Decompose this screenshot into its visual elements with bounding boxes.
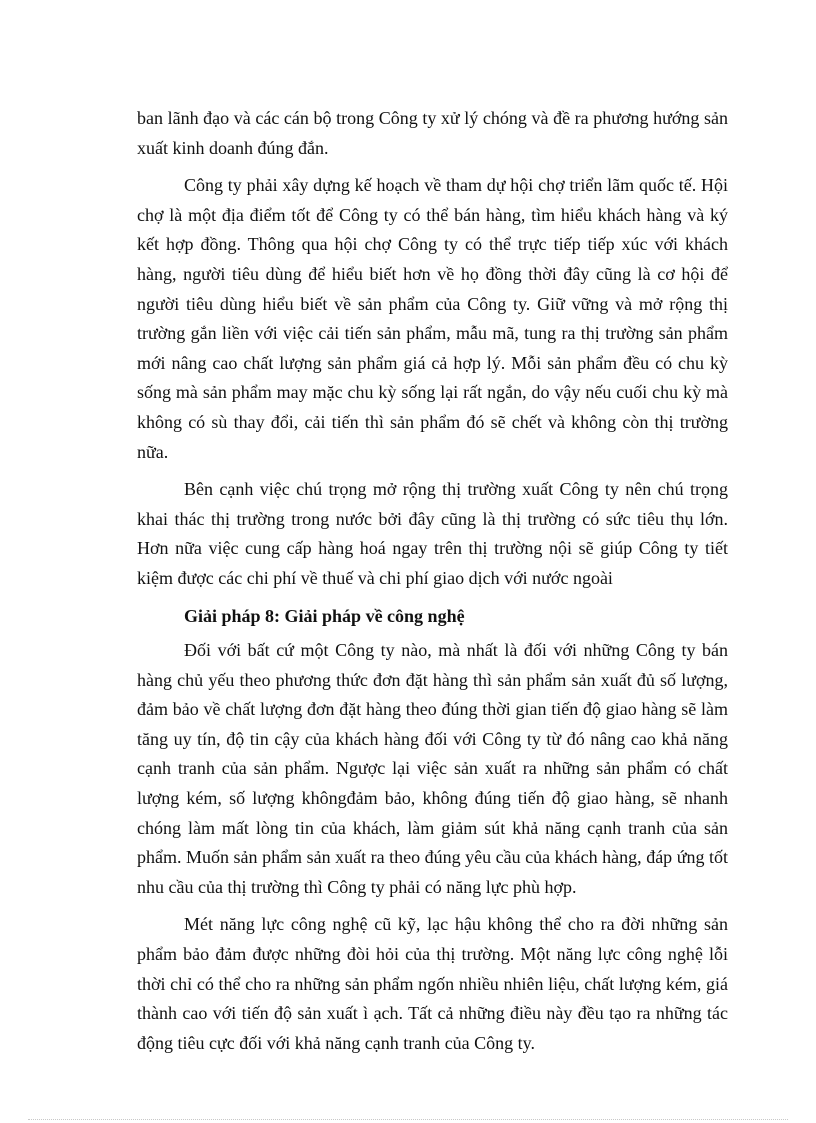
paragraph-trade-fair: Công ty phải xây dựng kế hoạch về tham dự hội chợ triển lãm quốc tế. Hội chợ là một địa điểm tốt để Công ty có thể bán hàng, tìm hiểu khách hàng và ký kết hợp đồng. Thông qua hội chợ Công ty có thể trực tiếp tiếp xúc với khách hàng, người tiêu dùng để hiểu biết hơn về họ đồng thời đây cũng là cơ hội để người tiêu dùng hiểu biết về sản phẩm của Công ty. Giữ vững và mở rộng thị trường gắn liền với việc cải tiến sản phẩm, mẫu mã, tung ra thị trường sản phẩm mới nâng cao chất lượng sản phẩm giá cả hợp lý. Mỗi sản phẩm đều có chu kỳ sống mà sản phẩm may mặc chu kỳ sống lại rất ngắn, do vậy nếu cuối chu kỳ mà không có sù thay đổi, cải tiến thì sản phẩm đó sẽ chết và không còn thị trường nữa. bbox=[137, 175, 728, 462]
page-bottom-rule bbox=[28, 1119, 788, 1120]
paragraph-technology: Mét năng lực công nghệ cũ kỹ, lạc hậu không thể cho ra đời những sản phẩm bảo đảm được những đòi hỏi của thị trường. Một năng lực công nghệ lỗi thời chỉ có thể cho ra những sản phẩm ngốn nhiều nhiên liệu, chất lượng kém, giá thành cao với tiến độ sản xuất ì ạch. Tất cả những điều này đều tạo ra những tác động tiêu cực đối với khả năng cạnh tranh của Công ty. bbox=[137, 914, 728, 1053]
paragraph-production-capacity: Đối với bất cứ một Công ty nào, mà nhất là đối với những Công ty bán hàng chủ yếu theo phương thức đơn đặt hàng thì sản phẩm sản xuất đủ số lượng, đảm bảo về chất lượng đơn đặt hàng theo đúng thời gian tiến độ giao hàng sẽ làm tăng uy tín, độ tin cậy của khách hàng đối với Công ty từ đó nâng cao khả năng cạnh tranh của sản phẩm. Ngược lại việc sản xuất ra những sản phẩm có chất lượng kém, số lượng khôngđảm bảo, không đúng tiến độ giao hàng, sẽ nhanh chóng làm mất lòng tin của khách, làm giảm sút khả năng cạnh tranh của sản phẩm. Muốn sản phẩm sản xuất ra theo đúng yêu cầu của khách hàng, đáp ứng tốt nhu cầu của thị trường thì Công ty phải có năng lực phù hợp. bbox=[137, 640, 728, 897]
document-body bbox=[137, 104, 728, 1066]
section-heading: Giải pháp 8: Giải pháp về công nghệ bbox=[184, 605, 465, 626]
paragraph-continuation: ban lãnh đạo và các cán bộ trong Công ty xử lý chóng và đề ra phương hướng sản xuất kinh doanh đúng đắn. bbox=[137, 108, 728, 158]
paragraph-domestic-market: Bên cạnh việc chú trọng mở rộng thị trường xuất Công ty nên chú trọng khai thác thị trường trong nước bởi đây cũng là thị trường có sức tiêu thụ lớn. Hơn nữa việc cung cấp hàng hoá ngay trên thị trường nội sẽ giúp Công ty tiết kiệm được các chi phí về thuế và chi phí giao dịch với nước ngoài bbox=[137, 479, 728, 588]
